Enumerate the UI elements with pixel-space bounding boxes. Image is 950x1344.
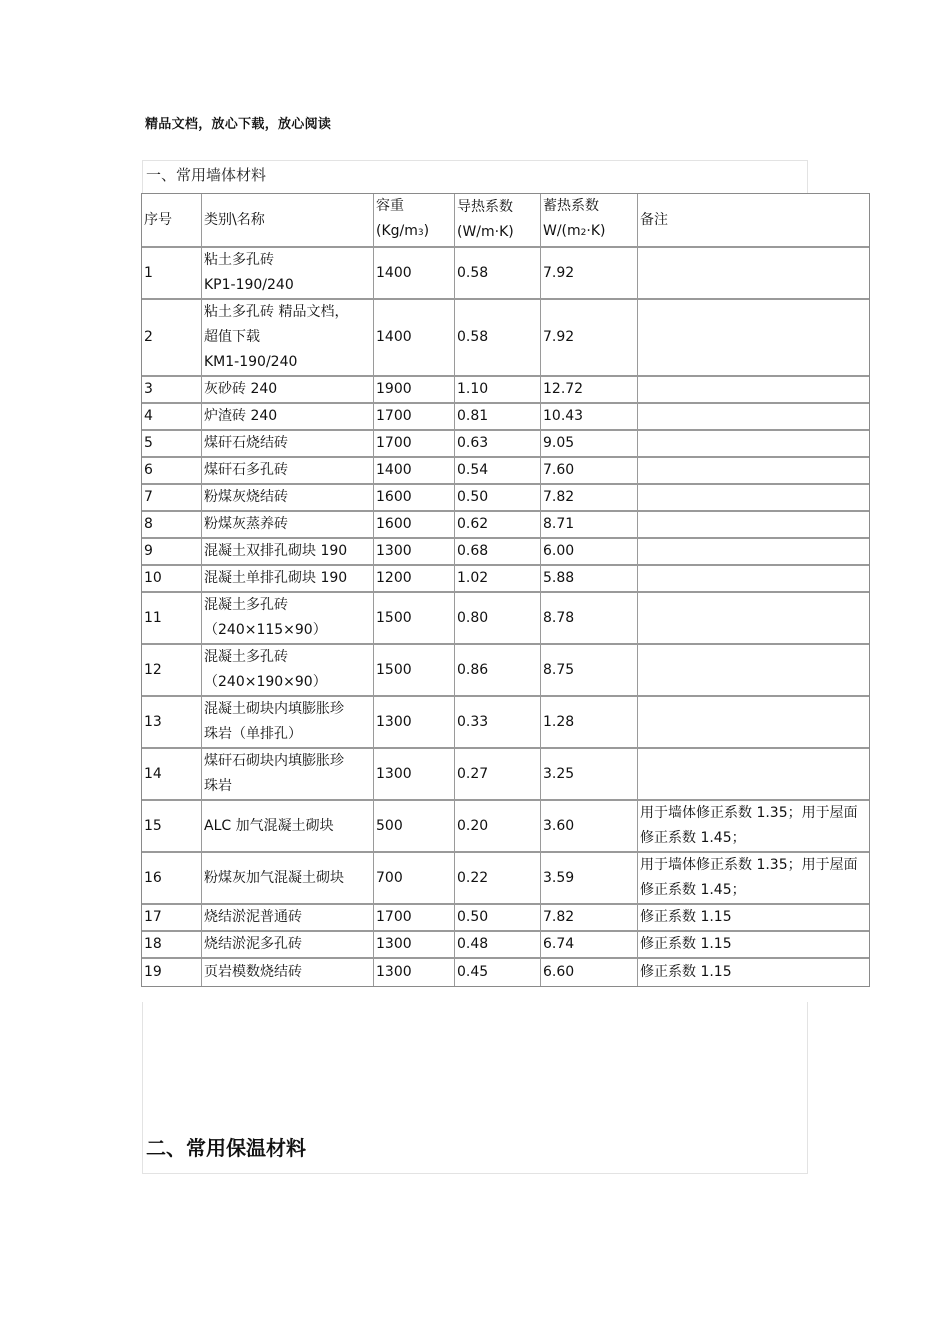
cell-storage: 7.92: [541, 300, 638, 377]
header-name: 类别\名称: [202, 194, 374, 248]
cell-name-line: 灰砂砖 240: [204, 381, 278, 397]
header-conductivity-line2: (W/m·K): [457, 224, 514, 240]
cell-seq: 6: [142, 458, 202, 485]
cell-name-line: 粘土多孔砖 精品文档，: [204, 304, 349, 320]
cell-density: 700: [374, 853, 455, 905]
cell-name-line: 粉煤灰蒸养砖: [204, 516, 288, 532]
cell-remark: [638, 431, 869, 458]
cell-name-line: ALC 加气混凝土砌块: [204, 817, 334, 834]
cell-storage: 7.82: [541, 485, 638, 512]
cell-storage: 3.59: [541, 853, 638, 905]
cell-name: [202, 932, 374, 959]
table-row: [142, 801, 869, 853]
cell-density: 500: [374, 801, 455, 853]
header-density-line2: (Kg/m3): [376, 223, 430, 239]
cell-name: [202, 749, 374, 801]
table-row: [142, 932, 869, 959]
cell-density: 1200: [374, 566, 455, 593]
cell-storage: 8.78: [541, 593, 638, 645]
cell-remark: 修正系数 1.15: [638, 932, 869, 959]
cell-conductivity: 0.50: [455, 485, 541, 512]
cell-name: [202, 697, 374, 749]
cell-remark: [638, 539, 869, 566]
cell-density: 1600: [374, 512, 455, 539]
cell-name-line: KP1-190/240: [204, 277, 294, 293]
cell-seq: 12: [142, 645, 202, 697]
cell-seq: 15: [142, 801, 202, 853]
cell-density: 1300: [374, 539, 455, 566]
cell-storage: 3.25: [541, 749, 638, 801]
cell-seq: 4: [142, 404, 202, 431]
cell-remark: 用于墙体修正系数 1.35；用于屋面修正系数 1.45；: [638, 853, 869, 905]
section1-title-box: [142, 160, 808, 193]
table-row: [142, 593, 869, 645]
cell-name-line: 混凝土砌块内填膨胀珍: [204, 701, 344, 717]
cell-name: [202, 377, 374, 404]
cell-name-line: 煤矸石烧结砖: [204, 435, 288, 451]
table-row: [142, 645, 869, 697]
cell-name-line: 混凝土多孔砖: [204, 597, 288, 613]
cell-conductivity: 1.10: [455, 377, 541, 404]
cell-remark: [638, 566, 869, 593]
wall-materials-table: [141, 193, 870, 987]
cell-density: 1500: [374, 645, 455, 697]
cell-remark: [638, 404, 869, 431]
cell-seq: 3: [142, 377, 202, 404]
cell-density: 1300: [374, 749, 455, 801]
cell-storage: 5.88: [541, 566, 638, 593]
cell-remark: 用于墙体修正系数 1.35；用于屋面修正系数 1.45；: [638, 801, 869, 853]
cell-seq: 5: [142, 431, 202, 458]
section1-title: 一、常用墙体材料: [146, 166, 267, 184]
cell-name-line: （240×190×90）: [204, 674, 327, 690]
cell-storage: 10.43: [541, 404, 638, 431]
cell-remark: [638, 485, 869, 512]
table-row: [142, 458, 869, 485]
section2-box: [142, 1002, 808, 1174]
cell-seq: 18: [142, 932, 202, 959]
cell-name-line: 珠岩: [204, 778, 232, 794]
cell-name-line: 炉渣砖 240: [204, 408, 278, 424]
table-row: [142, 749, 869, 801]
table-row: [142, 248, 869, 300]
cell-density: 1400: [374, 248, 455, 300]
cell-remark: [638, 749, 869, 801]
cell-conductivity: 0.58: [455, 248, 541, 300]
cell-name-line: 煤矸石多孔砖: [204, 462, 288, 478]
cell-seq: 9: [142, 539, 202, 566]
table-header-row: [142, 194, 869, 248]
cell-name: [202, 539, 374, 566]
cell-conductivity: 0.20: [455, 801, 541, 853]
cell-density: 1900: [374, 377, 455, 404]
header-conductivity-line1: 导热系数: [457, 199, 513, 215]
cell-density: 1600: [374, 485, 455, 512]
cell-name: [202, 431, 374, 458]
cell-remark: [638, 697, 869, 749]
cell-storage: 7.92: [541, 248, 638, 300]
cell-conductivity: 0.80: [455, 593, 541, 645]
cell-storage: 3.60: [541, 801, 638, 853]
cell-seq: 14: [142, 749, 202, 801]
cell-seq: 10: [142, 566, 202, 593]
cell-name-line: 煤矸石砌块内填膨胀珍: [204, 753, 344, 769]
table-row: [142, 853, 869, 905]
cell-seq: 13: [142, 697, 202, 749]
cell-density: 1700: [374, 404, 455, 431]
cell-name: [202, 485, 374, 512]
table-row: [142, 485, 869, 512]
cell-name: [202, 853, 374, 905]
cell-conductivity: 0.48: [455, 932, 541, 959]
table-row: [142, 512, 869, 539]
cell-conductivity: 0.58: [455, 300, 541, 377]
header-seq: 序号: [142, 194, 202, 248]
cell-name: [202, 905, 374, 932]
cell-conductivity: 0.68: [455, 539, 541, 566]
table-row: [142, 959, 869, 986]
cell-name-line: 混凝土多孔砖: [204, 649, 288, 665]
cell-density: 1400: [374, 300, 455, 377]
table-row: [142, 300, 869, 377]
cell-name: [202, 801, 374, 853]
cell-name-line: 页岩模数烧结砖: [204, 964, 302, 980]
cell-density: 1500: [374, 593, 455, 645]
cell-seq: 11: [142, 593, 202, 645]
cell-density: 1300: [374, 959, 455, 986]
cell-name: [202, 458, 374, 485]
cell-density: 1400: [374, 458, 455, 485]
header-storage: [541, 194, 638, 248]
cell-name-line: 烧结淤泥多孔砖: [204, 936, 302, 952]
section2-title: 二、常用保温材料: [146, 1136, 306, 1160]
cell-seq: 19: [142, 959, 202, 986]
cell-conductivity: 0.27: [455, 749, 541, 801]
cell-storage: 9.05: [541, 431, 638, 458]
cell-name-line: 混凝土双排孔砌块 190: [204, 543, 348, 559]
cell-conductivity: 0.45: [455, 959, 541, 986]
header-note: 精品文档，放心下载，放心阅读: [145, 117, 332, 132]
cell-conductivity: 0.54: [455, 458, 541, 485]
cell-remark: [638, 512, 869, 539]
cell-conductivity: 0.86: [455, 645, 541, 697]
header-conductivity: [455, 194, 541, 248]
cell-name-line: 粉煤灰烧结砖: [204, 489, 288, 505]
cell-conductivity: 0.62: [455, 512, 541, 539]
cell-seq: 2: [142, 300, 202, 377]
cell-name-line: 烧结淤泥普通砖: [204, 909, 302, 925]
cell-storage: 7.60: [541, 458, 638, 485]
cell-name: [202, 959, 374, 986]
cell-remark: 修正系数 1.15: [638, 905, 869, 932]
cell-seq: 7: [142, 485, 202, 512]
cell-name: [202, 404, 374, 431]
cell-seq: 8: [142, 512, 202, 539]
cell-remark: [638, 458, 869, 485]
cell-conductivity: 0.22: [455, 853, 541, 905]
cell-density: 1700: [374, 431, 455, 458]
table-row: [142, 431, 869, 458]
cell-remark: [638, 593, 869, 645]
table-row: [142, 404, 869, 431]
cell-remark: [638, 248, 869, 300]
table-row: [142, 377, 869, 404]
cell-storage: 7.82: [541, 905, 638, 932]
cell-storage: 1.28: [541, 697, 638, 749]
cell-storage: 6.74: [541, 932, 638, 959]
cell-name: [202, 248, 374, 300]
cell-name-line: 超值下载: [204, 329, 260, 345]
cell-remark: [638, 645, 869, 697]
table-row: [142, 697, 869, 749]
cell-conductivity: 0.63: [455, 431, 541, 458]
cell-conductivity: 1.02: [455, 566, 541, 593]
cell-name: [202, 566, 374, 593]
cell-name-line: 珠岩（单排孔）: [204, 726, 302, 742]
cell-name: [202, 645, 374, 697]
cell-storage: 8.75: [541, 645, 638, 697]
cell-remark: [638, 300, 869, 377]
table-row: [142, 905, 869, 932]
cell-density: 1700: [374, 905, 455, 932]
cell-seq: 17: [142, 905, 202, 932]
cell-density: 1300: [374, 932, 455, 959]
cell-seq: 1: [142, 248, 202, 300]
cell-name-line: 粉煤灰加气混凝土砌块: [204, 869, 344, 886]
cell-storage: 12.72: [541, 377, 638, 404]
header-storage-line1: 蓄热系数: [543, 198, 599, 214]
header-density-line1: 容重: [376, 198, 404, 214]
cell-name: [202, 512, 374, 539]
cell-name-line: 混凝土单排孔砌块 190: [204, 570, 348, 586]
cell-remark: 修正系数 1.15: [640, 964, 732, 980]
cell-density: 1300: [374, 697, 455, 749]
cell-storage: 6.60: [541, 959, 638, 986]
cell-conductivity: 0.50: [455, 905, 541, 932]
header-density: [374, 194, 455, 248]
cell-conductivity: 0.33: [455, 697, 541, 749]
table-row: [142, 566, 869, 593]
cell-name-line: 粘土多孔砖: [204, 252, 274, 268]
cell-storage: 8.71: [541, 512, 638, 539]
cell-name: [202, 593, 374, 645]
cell-storage: 6.00: [541, 539, 638, 566]
header-remark: 备注: [638, 194, 869, 248]
cell-name-line: （240×115×90）: [204, 622, 327, 638]
table-row: [142, 539, 869, 566]
cell-name: [202, 300, 374, 377]
cell-remark: [638, 377, 869, 404]
cell-conductivity: 0.81: [455, 404, 541, 431]
cell-seq: 16: [142, 853, 202, 905]
cell-name-line: KM1-190/240: [204, 354, 298, 370]
header-storage-line2: W/(m2·K): [543, 223, 606, 239]
